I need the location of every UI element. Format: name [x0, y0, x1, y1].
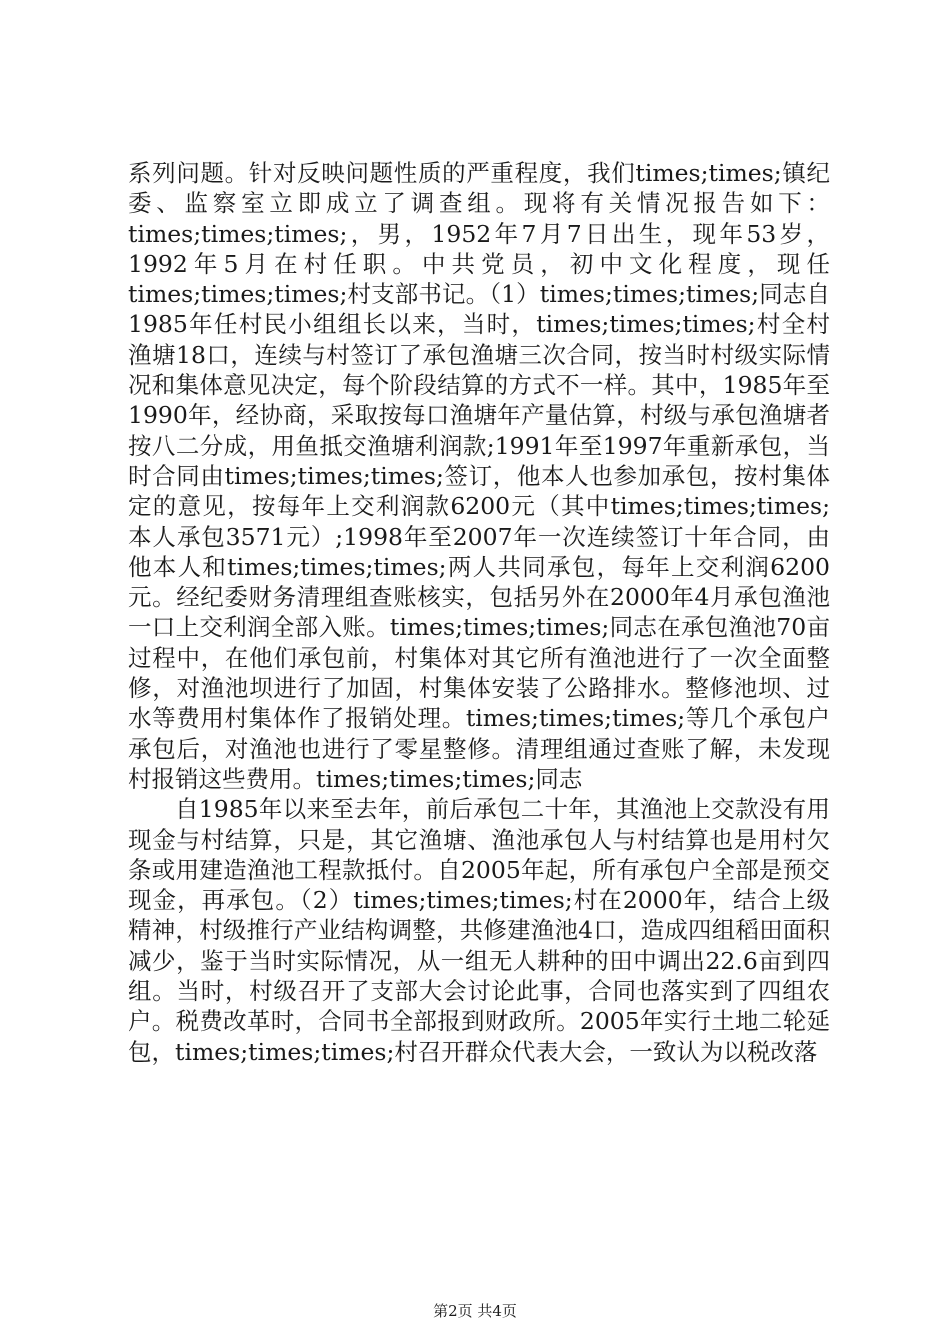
page-footer: 第2页 共4页 — [433, 1302, 517, 1320]
paragraph-2: 自1985年以来至去年，前后承包二十年，其渔池上交款没有用现金与村结算，只是，其它渔塘、渔池承包人与村结算也是用村欠条或用建造渔池工程款抵付。自2005年起，所有承包户全部是预交现金，再承包。（2）times;times;times;村在2000年，结合上级精神，村级推行产业结构调整，共修建渔池4口，造成四组稻田面积减少，鉴于当时实际情况，从一组无人耕种的田中调出22.6亩到四组。当时，村级召开了支部大会讨论此事，合同也落实到了四组农户。税费改革时，合同书全部报到财政所。2005年实行土地二轮延包，times;times;times;村召开群众代表大会，一致认为以税改落 — [128, 795, 830, 1066]
document-body — [128, 158, 830, 1067]
paragraph-1: 系列问题。针对反映问题性质的严重程度，我们times;times;镇纪委、监察室立即成立了调查组。现将有关情况报告如下：times;times;times;，男，1952年7月7日出生，现年53岁，1992年5月在村任职。中共党员，初中文化程度，现任times;times;times;村支部书记。（1）times;times;times;同志自1985年任村民小组组长以来，当时，times;times;times;村全村渔塘18口，连续与村签订了承包渔塘三次合同，按当时村级实际情况和集体意见决定，每个阶段结算的方式不一样。其中，1985年至1990年，经协商，采取按每口渔塘年产量估算，村级与承包渔塘者按八二分成，用鱼抵交渔塘利润款;1991年至1997年重新承包，当时合同由times;times;times;签订，他本人也参加承包，按村集体定的意见，按每年上交利润款6200元（其中times;times;times;本人承包3571元）;1998年至2007年一次连续签订十年合同，由他本人和times;times;times;两人共同承包，每年上交利润6200元。经纪委财务清理组查账核实，包括另外在2000年4月承包渔池一口上交利润全部入账。times;times;times;同志在承包渔池70亩过程中，在他们承包前，村集体对其它所有渔池进行了一次全面整修，对渔池坝进行了加固，村集体安装了公路排水。整修池坝、过水等费用村集体作了报销处理。times;times;times;等几个承包户承包后，对渔池也进行了零星整修。清理组通过查账了解，未发现村报销这些费用。times;times;times;同志 — [128, 159, 830, 793]
